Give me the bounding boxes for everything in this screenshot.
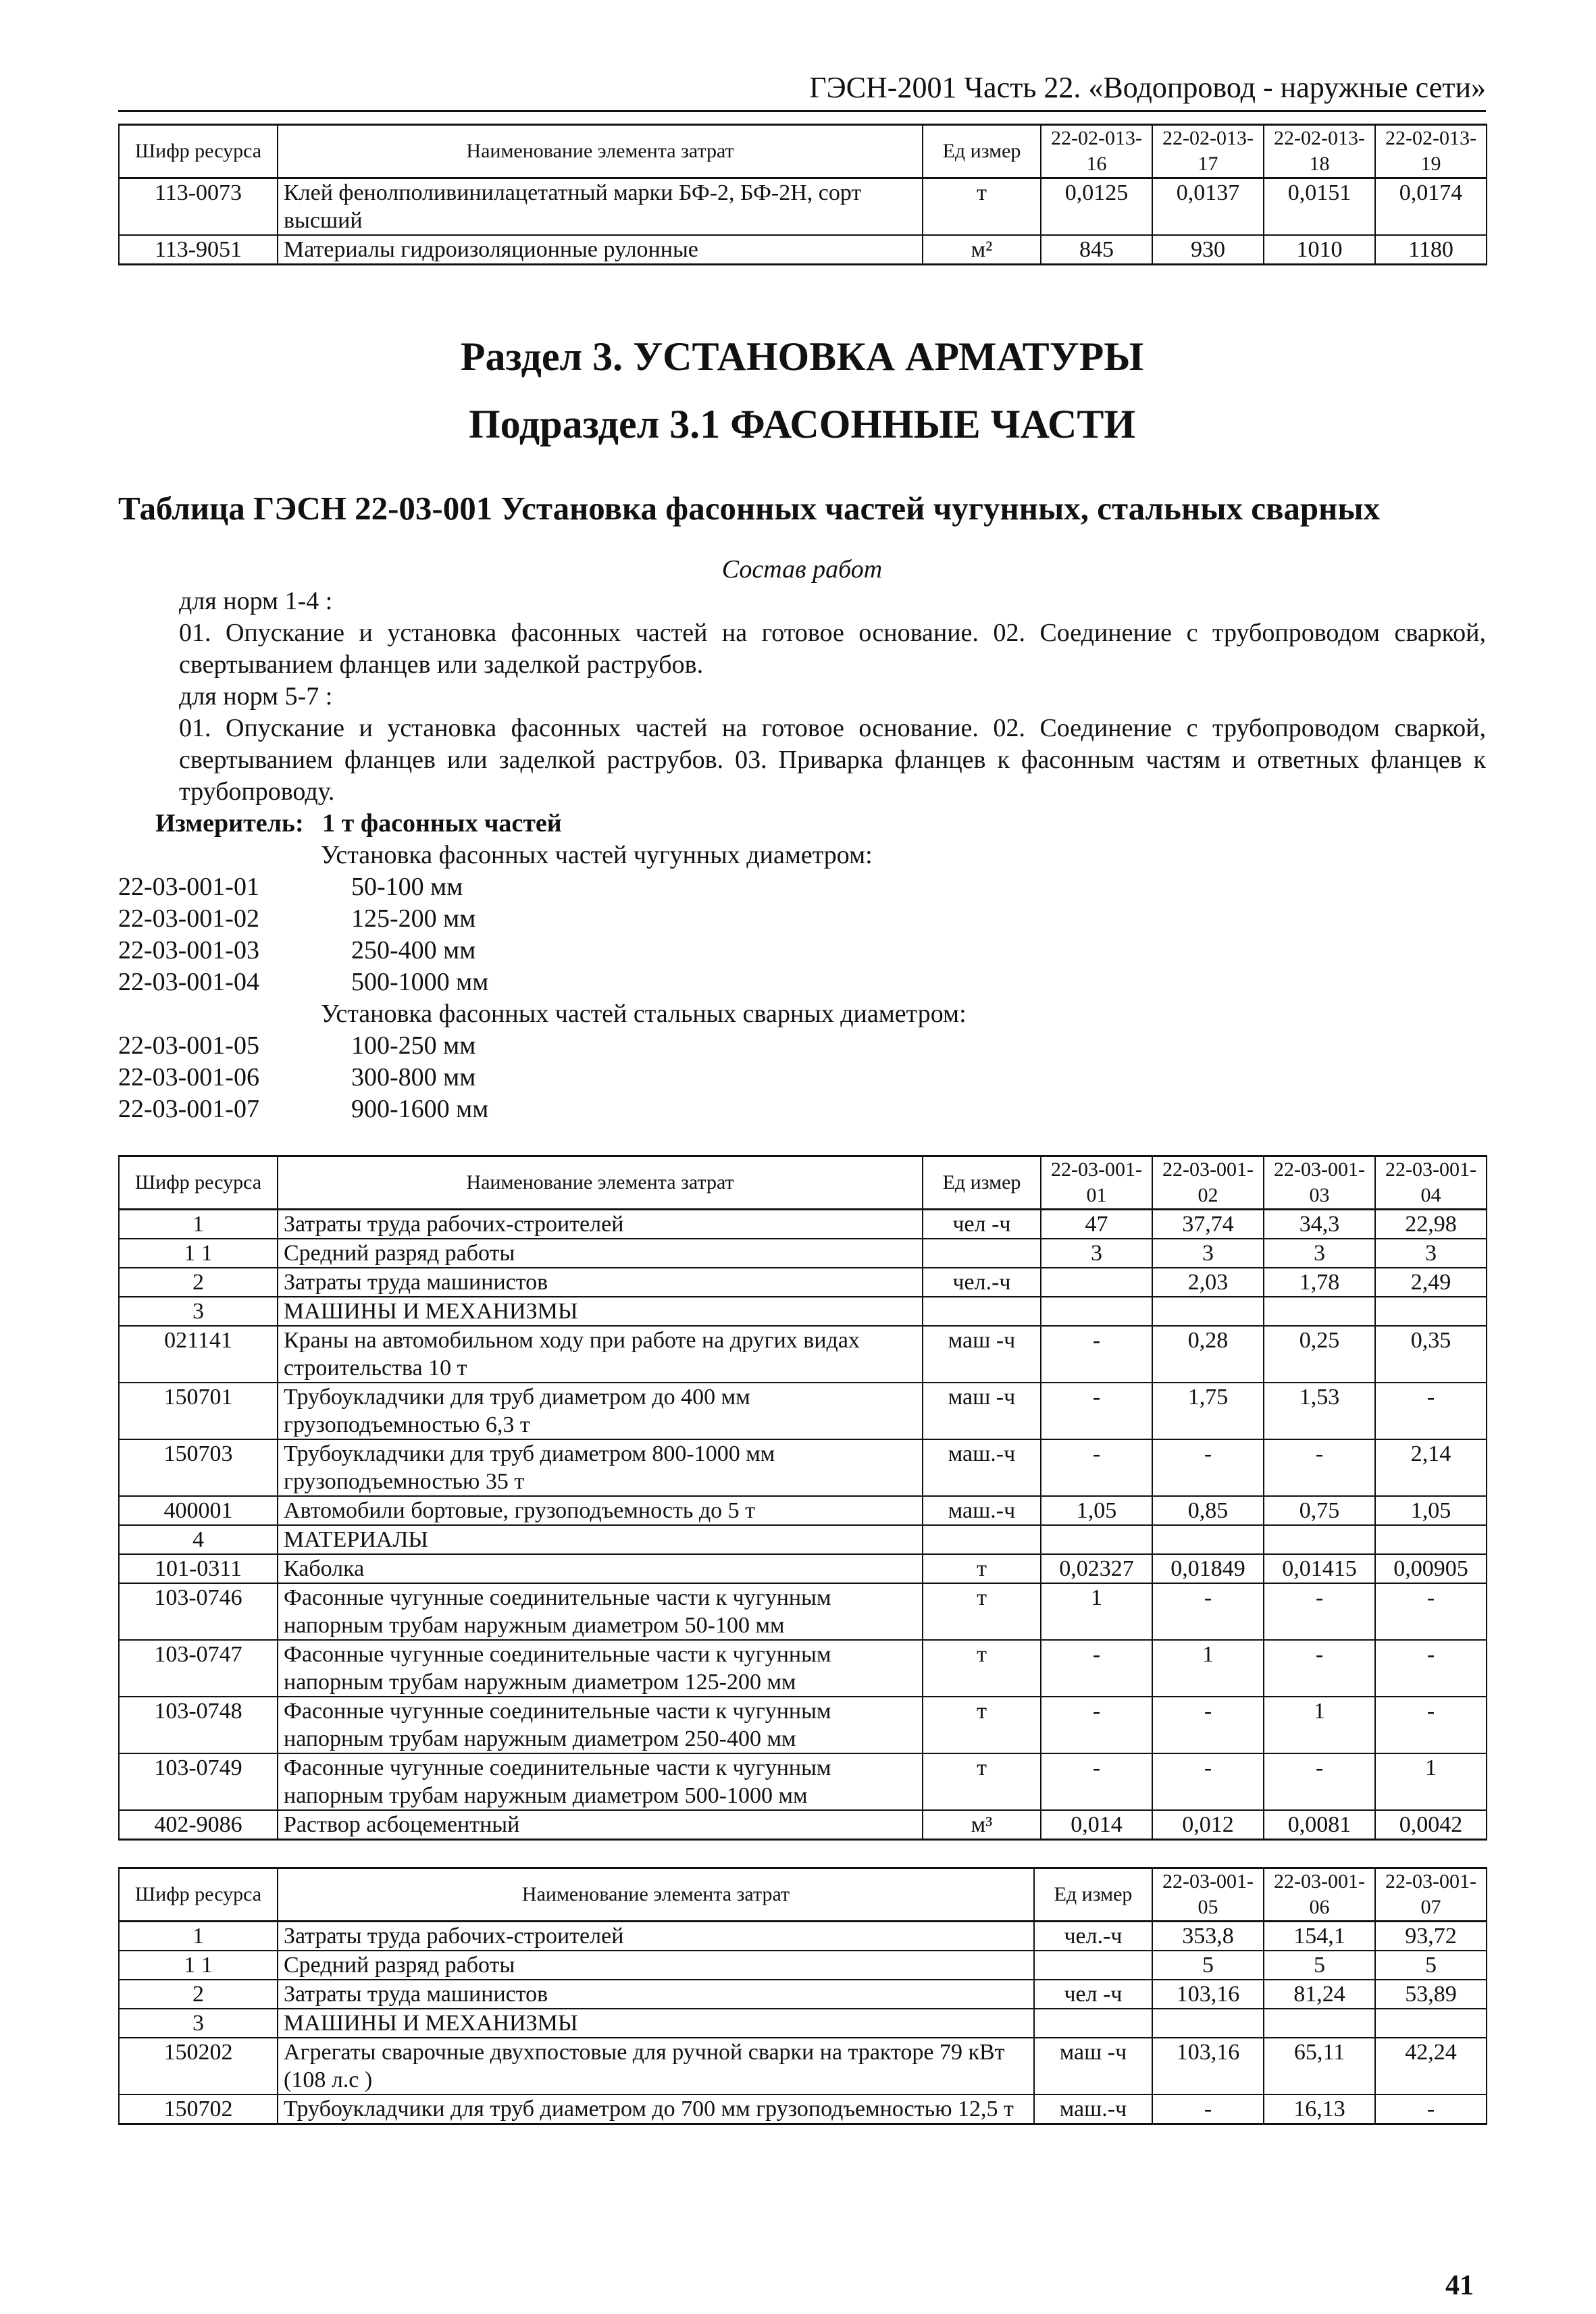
cell-unit: чел -ч [923,1210,1041,1239]
meter-label: Измеритель: [155,809,304,838]
cell-code: 2 [119,1268,278,1297]
norm-code: 22-03-001-06 [118,1063,259,1091]
norm-item [118,935,1486,967]
cell-unit: маш.-ч [923,1496,1041,1525]
cell-name: МАШИНЫ И МЕХАНИЗМЫ [278,2009,1034,2038]
cell-code: 400001 [119,1496,278,1525]
cell-unit: маш -ч [1034,2038,1152,2094]
norm-item [118,871,1486,903]
header-norm: 22-03-001-03 [1264,1156,1375,1210]
cell-value [1264,1525,1375,1554]
cell-value: 0,00905 [1375,1554,1487,1583]
cell-code: 103-0747 [119,1640,278,1697]
cell-value [1041,1525,1152,1554]
header-name: Наименование элемента затрат [278,125,923,178]
cell-code: 1 1 [119,1239,278,1268]
norm-group-title: Установка фасонных частей чугунных диаметром: [321,841,873,869]
cell-value: - [1041,1383,1152,1439]
header-unit: Ед измер [1034,1868,1152,1922]
header-norm: 22-03-001-02 [1152,1156,1264,1210]
cell-value: 47 [1041,1210,1152,1239]
cell-value: 0,012 [1152,1810,1264,1840]
cell-name: Автомобили бортовые, грузоподъемность до 5 т [278,1496,923,1525]
header-name: Наименование элемента затрат [278,1868,1034,1922]
norm-item [118,967,1486,998]
cell-code: 113-9051 [119,235,278,265]
table-row [119,1697,1487,1753]
cell-code: 2 [119,1980,278,2009]
section-title: Раздел 3. УСТАНОВКА АРМАТУРЫ [460,334,1144,379]
table-row [119,1951,1487,1980]
header-norm: 22-02-013-16 [1041,125,1152,178]
table-row [119,1239,1487,1268]
cell-value [1152,1297,1264,1326]
cell-value [1152,1525,1264,1554]
cell-unit [1034,2009,1152,2038]
cell-code: 150202 [119,2038,278,2094]
cell-value: 2,14 [1375,1439,1487,1496]
norm-item [118,1030,1486,1062]
norm-range: 50-100 мм [351,873,463,901]
cell-value [1375,2009,1487,2038]
cell-value: 1,78 [1264,1268,1375,1297]
cell-value: 1180 [1375,235,1487,265]
table-row [119,2009,1487,2038]
norm-group-label: для норм 5-7 : [179,682,333,711]
cell-value: - [1264,1753,1375,1810]
cell-name: Затраты труда рабочих-строителей [278,1210,923,1239]
cell-value: 65,11 [1264,2038,1375,2094]
cell-unit: маш.-ч [1034,2094,1152,2124]
cell-value: - [1264,1640,1375,1697]
cell-value: 34,3 [1264,1210,1375,1239]
norm-range: 300-800 мм [351,1063,476,1091]
cell-value: 0,01415 [1264,1554,1375,1583]
cell-name: Средний разряд работы [278,1951,1034,1980]
cell-code: 150701 [119,1383,278,1439]
norm-groups [118,840,1486,1125]
cell-value: 103,16 [1152,1980,1264,2009]
table-row [119,1439,1487,1496]
header-norm: 22-02-013-17 [1152,125,1264,178]
work-composition-text: 01. Опускание и установка фасонных частей на готовое основание. 02. Соединение с трубопроводом сваркой, свертыванием фланцев или заделкой раструбов. [179,619,1486,679]
work-composition [118,554,1486,1125]
table-row [119,1268,1487,1297]
cell-unit: чел -ч [1034,1980,1152,2009]
cell-unit: чел.-ч [923,1268,1041,1297]
table-row [119,1496,1487,1525]
cell-unit [923,1525,1041,1554]
norm-code: 22-03-001-03 [118,936,259,965]
header-unit: Ед измер [923,125,1041,178]
header-norm: 22-03-001-05 [1152,1868,1264,1922]
cell-value: 0,0125 [1041,178,1152,236]
cell-unit: т [923,1640,1041,1697]
cell-value: 1 [1041,1583,1152,1640]
header-unit: Ед измер [923,1156,1041,1210]
cell-code: 113-0073 [119,178,278,236]
header-norm: 22-03-001-01 [1041,1156,1152,1210]
cell-value: - [1152,1439,1264,1496]
cell-value: 845 [1041,235,1152,265]
norm-code: 22-03-001-02 [118,904,259,933]
cell-value: 2,49 [1375,1268,1487,1297]
cell-code: 402-9086 [119,1810,278,1840]
cell-value [1375,1525,1487,1554]
norm-range: 100-250 мм [351,1031,476,1060]
norm-range: 900-1600 мм [351,1095,489,1123]
header-code: Шифр ресурса [119,1868,278,1922]
cell-name: Материалы гидроизоляционные рулонные [278,235,923,265]
subsection-title: Подраздел 3.1 ФАСОННЫЕ ЧАСТИ [468,402,1136,446]
cell-value: - [1041,1753,1152,1810]
cell-code: 4 [119,1525,278,1554]
work-composition-heading: Состав работ [721,555,883,584]
norm-range: 250-400 мм [351,936,476,965]
cell-value: 0,0174 [1375,178,1487,236]
cell-value: 3 [1152,1239,1264,1268]
cell-value: - [1375,1640,1487,1697]
cell-name: Затраты труда машинистов [278,1268,923,1297]
table-row [119,1810,1487,1840]
table-row [119,1297,1487,1326]
cell-unit: м² [923,235,1041,265]
cell-value: 0,75 [1264,1496,1375,1525]
cell-unit: т [923,1583,1041,1640]
cell-code: 103-0749 [119,1753,278,1810]
cell-name: Затраты труда машинистов [278,1980,1034,2009]
cell-unit: т [923,1554,1041,1583]
cell-value: 1,05 [1375,1496,1487,1525]
cell-value: - [1375,1383,1487,1439]
table-row [119,178,1487,236]
running-header: ГЭСН-2001 Часть 22. «Водопровод - наружные сети» [809,71,1486,104]
cell-code: 103-0748 [119,1697,278,1753]
table-row [119,1326,1487,1383]
norm-code: 22-03-001-05 [118,1031,259,1060]
cell-value: 53,89 [1375,1980,1487,2009]
table-header-row [119,125,1487,178]
cell-value: - [1041,1439,1152,1496]
cell-value: - [1041,1640,1152,1697]
cell-value: 0,02327 [1041,1554,1152,1583]
cell-value: 1,05 [1041,1496,1152,1525]
cell-value: 22,98 [1375,1210,1487,1239]
cell-value: 3 [1375,1239,1487,1268]
table-row [119,1383,1487,1439]
header-name: Наименование элемента затрат [278,1156,923,1210]
cell-value: - [1375,1583,1487,1640]
cell-value: 1,75 [1152,1383,1264,1439]
header-code: Шифр ресурса [119,125,278,178]
resource-table-1 [118,124,1487,265]
cell-value: 16,13 [1264,2094,1375,2124]
cell-value: - [1264,1583,1375,1640]
cell-value: 1 [1264,1697,1375,1753]
norm-code: 22-03-001-01 [118,873,259,901]
cell-name: МАШИНЫ И МЕХАНИЗМЫ [278,1297,923,1326]
norm-item [118,903,1486,935]
cell-name: Трубоукладчики для труб диаметром 800-1000 мм грузоподъемностью 35 т [278,1439,923,1496]
cell-value: 5 [1152,1951,1264,1980]
cell-value: 1 [1152,1640,1264,1697]
cell-value: 42,24 [1375,2038,1487,2094]
cell-code: 103-0746 [119,1583,278,1640]
cell-unit [923,1239,1041,1268]
cell-value: 0,0081 [1264,1810,1375,1840]
cell-name: Раствор асбоцементный [278,1810,923,1840]
norm-range: 500-1000 мм [351,968,489,996]
cell-name: Агрегаты сварочные двухпостовые для ручной сварки на тракторе 79 кВт (108 л.с ) [278,2038,1034,2094]
work-composition-text: 01. Опускание и установка фасонных частей на готовое основание. 02. Соединение с трубопроводом сваркой, свертыванием фланцев или заделкой раструбов. 03. Приварка фланцев к фасонным частям и ответных фланцев к трубопроводу. [179,714,1486,806]
table-header-row [119,1868,1487,1922]
cell-code: 101-0311 [119,1554,278,1583]
cell-value [1041,1297,1152,1326]
table-row [119,1753,1487,1810]
header-code: Шифр ресурса [119,1156,278,1210]
table-title: Таблица ГЭСН 22-03-001 Установка фасонных частей чугунных, стальных сварных [118,490,1381,527]
table-header-row [119,1156,1487,1210]
cell-value: 0,0151 [1264,178,1375,236]
cell-value: - [1375,2094,1487,2124]
cell-value: 0,28 [1152,1326,1264,1383]
cell-value: - [1264,1439,1375,1496]
cell-value: - [1152,1583,1264,1640]
cell-value: - [1041,1697,1152,1753]
cell-unit: маш -ч [923,1383,1041,1439]
table-row [119,2094,1487,2124]
table-row [119,1554,1487,1583]
table-row [119,1583,1487,1640]
norm-item [118,1094,1486,1125]
cell-value: - [1152,1697,1264,1753]
norm-code: 22-03-001-07 [118,1095,259,1123]
table-row [119,1980,1487,2009]
cell-value: 154,1 [1264,1922,1375,1951]
cell-code: 1 [119,1922,278,1951]
norm-range: 125-200 мм [351,904,476,933]
meter [118,808,1486,840]
table-row [119,1922,1487,1951]
cell-value: 81,24 [1264,1980,1375,2009]
norm-code: 22-03-001-04 [118,968,259,996]
cell-value [1264,2009,1375,2038]
cell-value: 0,014 [1041,1810,1152,1840]
cell-code: 1 1 [119,1951,278,1980]
cell-name: Трубоукладчики для труб диаметром до 700 мм грузоподъемностью 12,5 т [278,2094,1034,2124]
header-norm: 22-02-013-19 [1375,125,1487,178]
header-norm: 22-02-013-18 [1264,125,1375,178]
table-row [119,1210,1487,1239]
cell-value: 2,03 [1152,1268,1264,1297]
cell-value: - [1152,2094,1264,2124]
cell-value: - [1375,1697,1487,1753]
cell-name: Фасонные чугунные соединительные части к чугунным напорным трубам наружным диаметром 50-100 мм [278,1583,923,1640]
cell-value: 0,01849 [1152,1554,1264,1583]
cell-value: 1010 [1264,235,1375,265]
cell-unit: т [923,1753,1041,1810]
cell-code: 3 [119,1297,278,1326]
cell-value [1041,1268,1152,1297]
cell-value: 930 [1152,235,1264,265]
cell-value: 3 [1041,1239,1152,1268]
cell-code: 1 [119,1210,278,1239]
cell-name: Средний разряд работы [278,1239,923,1268]
meter-value: 1 т фасонных частей [322,809,562,838]
cell-value: 0,0137 [1152,178,1264,236]
cell-name: МАТЕРИАЛЫ [278,1525,923,1554]
cell-value [1375,1297,1487,1326]
header-rule [118,110,1486,112]
cell-value [1152,2009,1264,2038]
cell-value: 5 [1264,1951,1375,1980]
cell-value [1264,1297,1375,1326]
cell-code: 021141 [119,1326,278,1383]
cell-code: 150702 [119,2094,278,2124]
cell-unit: т [923,1697,1041,1753]
cell-value: 353,8 [1152,1922,1264,1951]
norm-group-title: Установка фасонных частей стальных сварных диаметром: [321,1000,967,1028]
cell-value: 0,0042 [1375,1810,1487,1840]
cell-value: 1 [1375,1753,1487,1810]
table-row [119,1640,1487,1697]
cell-value: 0,25 [1264,1326,1375,1383]
table-row [119,2038,1487,2094]
cell-value: 103,16 [1152,2038,1264,2094]
cell-unit: маш -ч [923,1326,1041,1383]
norm-item [118,1062,1486,1094]
cell-name: Фасонные чугунные соединительные части к чугунным напорным трубам наружным диаметром 500-1000 мм [278,1753,923,1810]
cell-value: - [1041,1326,1152,1383]
cell-name: Фасонные чугунные соединительные части к чугунным напорным трубам наружным диаметром 125-200 мм [278,1640,923,1697]
cell-unit [923,1297,1041,1326]
cell-value: 0,85 [1152,1496,1264,1525]
cell-value: 93,72 [1375,1922,1487,1951]
norm-group-label: для норм 1-4 : [179,587,333,615]
cell-unit: т [923,178,1041,236]
header-norm: 22-03-001-04 [1375,1156,1487,1210]
cell-value: 37,74 [1152,1210,1264,1239]
cell-value: 0,35 [1375,1326,1487,1383]
cell-code: 3 [119,2009,278,2038]
cell-name: Фасонные чугунные соединительные части к чугунным напорным трубам наружным диаметром 250-400 мм [278,1697,923,1753]
cell-name: Каболка [278,1554,923,1583]
cell-value: - [1152,1753,1264,1810]
cell-unit: м³ [923,1810,1041,1840]
cell-value: 5 [1375,1951,1487,1980]
cell-name: Краны на автомобильном ходу при работе на других видах строительства 10 т [278,1326,923,1383]
cell-code: 150703 [119,1439,278,1496]
cell-unit: маш.-ч [923,1439,1041,1496]
cell-name: Трубоукладчики для труб диаметром до 400 мм грузоподъемностью 6,3 т [278,1383,923,1439]
cell-name: Клей фенолполивинилацетатный марки БФ-2, БФ-2Н, сорт высший [278,178,923,236]
cell-value: 1,53 [1264,1383,1375,1439]
resource-table-3 [118,1867,1487,2125]
table-row [119,1525,1487,1554]
cell-unit [1034,1951,1152,1980]
header-norm: 22-03-001-07 [1375,1868,1487,1922]
resource-table-2 [118,1155,1487,1841]
table-row [119,235,1487,265]
cell-unit: чел.-ч [1034,1922,1152,1951]
page-number: 41 [1445,2270,1474,2301]
cell-value: 3 [1264,1239,1375,1268]
header-norm: 22-03-001-06 [1264,1868,1375,1922]
cell-name: Затраты труда рабочих-строителей [278,1922,1034,1951]
